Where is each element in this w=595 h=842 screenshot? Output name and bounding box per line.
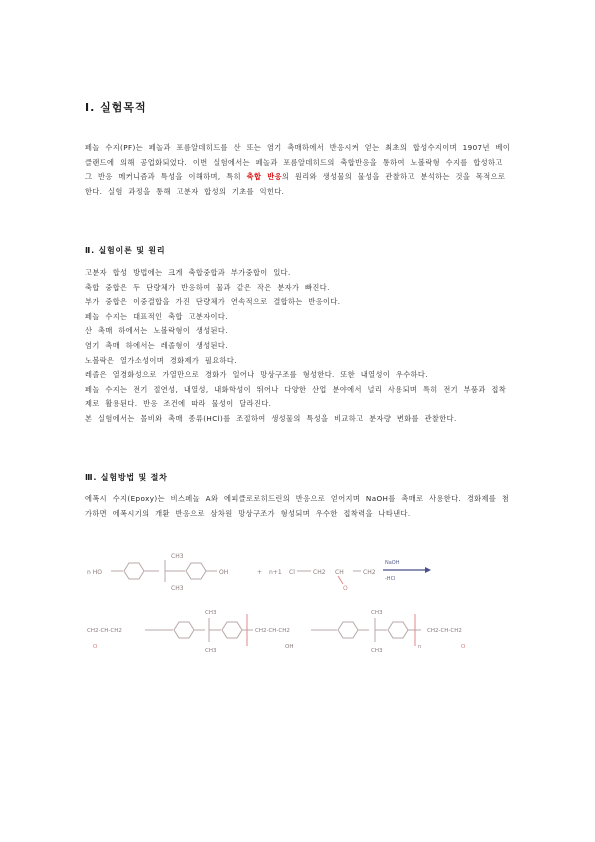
methylene-label: CH2 [363, 569, 376, 576]
repeat-count-label: n [418, 644, 422, 650]
methyl-label: CH3 [171, 585, 184, 592]
epoxide-bond [338, 576, 343, 584]
theory-line: 페놀 수지는 전기 절연성, 내열성, 내화학성이 뛰어나 다양한 산업 분야에서 널리 사용되며 특히 전기 부품과 접착제로 활용된다. 반응 조건에 따라 물성이 달라진다. [85, 384, 507, 409]
intro-text-tail: 의 원리와 생성물의 물성을 관찰하고 분석하는 것을 목적으로 한다. 실험 과정을 통해 고분자 합성의 기초를 익힌다. [85, 172, 506, 196]
oxygen-label: O [93, 644, 98, 650]
benzene-ring [124, 563, 144, 579]
scheme-row-product [87, 610, 466, 654]
theory-line: 축합 중합은 두 단량체가 반응하여 물과 같은 작은 분자가 빠진다. [85, 282, 330, 292]
theory-line: 본 실험에서는 몰비와 촉매 종류(HCl)를 조절하여 생성물의 특성을 비교하고 분자량 변화를 관찰한다. [85, 413, 457, 423]
benzene-ring [186, 563, 206, 579]
theory-line: 염기 촉매 하에서는 레졸형이 생성된다. [85, 340, 228, 350]
benzene-ring [222, 622, 242, 638]
methyl-label: CH3 [171, 553, 184, 560]
condition-label: NaOH [385, 560, 400, 566]
hydroxyl-label: OH [285, 644, 294, 650]
theory-line: 산 촉매 하에서는 노볼락형이 생성된다. [85, 326, 228, 336]
oxygen-label: O [461, 644, 466, 650]
coefficient-label: n+1 [269, 569, 282, 576]
reaction-scheme [85, 548, 515, 668]
hydroxyl-label: OH [219, 569, 229, 576]
methyl-label: CH3 [205, 648, 217, 654]
oxygen-label: O [343, 585, 348, 592]
theory-line: 레졸은 열경화성으로 가열만으로 경화가 일어나 망상구조를 형성한다. 또한 내열성이 우수하다. [85, 370, 428, 380]
methylene-label: CH2 [313, 569, 326, 576]
plus-sign: + [257, 569, 263, 576]
methine-label: CH [335, 569, 344, 576]
repeat-unit-label: CH2-CH-CH2 [255, 628, 290, 634]
benzene-ring [174, 622, 194, 638]
chlorine-label: Cl [289, 569, 295, 576]
arrow-head-icon [425, 567, 431, 573]
highlight-term: 축합 반응 [246, 172, 282, 181]
method-paragraph: 에폭시 수지(Epoxy)는 비스페놀 A와 에피클로로히드린의 반응으로 얻어지며 NaOH를 촉매로 사용한다. 경화제를 첨가하면 에폭시기의 개환 반응으로 삼차원 망상구조가 형성되며 우수한 접착력을 나타낸다. [85, 494, 510, 518]
methyl-label: CH3 [371, 610, 383, 616]
scheme-row-reactants [87, 553, 431, 592]
theory-line: 노볼락은 열가소성이며 경화제가 필요하다. [85, 355, 237, 365]
methyl-label: CH3 [205, 610, 217, 616]
methyl-label: CH3 [371, 648, 383, 654]
end-group-label: CH2-CH-CH2 [427, 628, 462, 634]
theory-line: 고분자 합성 방법에는 크게 축합중합과 부가중합이 있다. [85, 268, 291, 277]
condition-label: -HCl [385, 576, 396, 582]
section-title-purpose: Ⅰ. 실험목적 [85, 101, 147, 114]
benzene-ring [338, 622, 358, 638]
theory-line: 부가 중합은 이중결합을 가진 단량체가 연속적으로 결합하는 반응이다. [85, 297, 341, 307]
theory-line: 페놀 수지는 대표적인 축합 고분자이다. [85, 311, 228, 321]
section-heading-theory: Ⅱ. 실험이론 및 원리 [85, 246, 166, 255]
theory-lines [85, 266, 513, 427]
benzene-ring [388, 622, 408, 638]
intro-paragraph [85, 141, 513, 199]
end-group-label: CH2-CH-CH2 [87, 628, 122, 634]
intro-text: 페놀 수지(PF)는 페놀과 포름알데히드를 산 또는 염기 촉매하에서 반응시켜 얻는 최초의 합성수지이며 1907년 베이클랜드에 의해 공업화되었다. 이번 실험에서는 페놀과 포름알데히드의 축합반응을 통하여 노볼락형 수지를 합성하고 그 반응 메커니즘과 특성을 이해하며, 특히 [85, 143, 511, 181]
hydroxyl-label: n HO [87, 569, 102, 576]
section-heading-method: Ⅲ. 실험방법 및 절차 [85, 473, 168, 482]
